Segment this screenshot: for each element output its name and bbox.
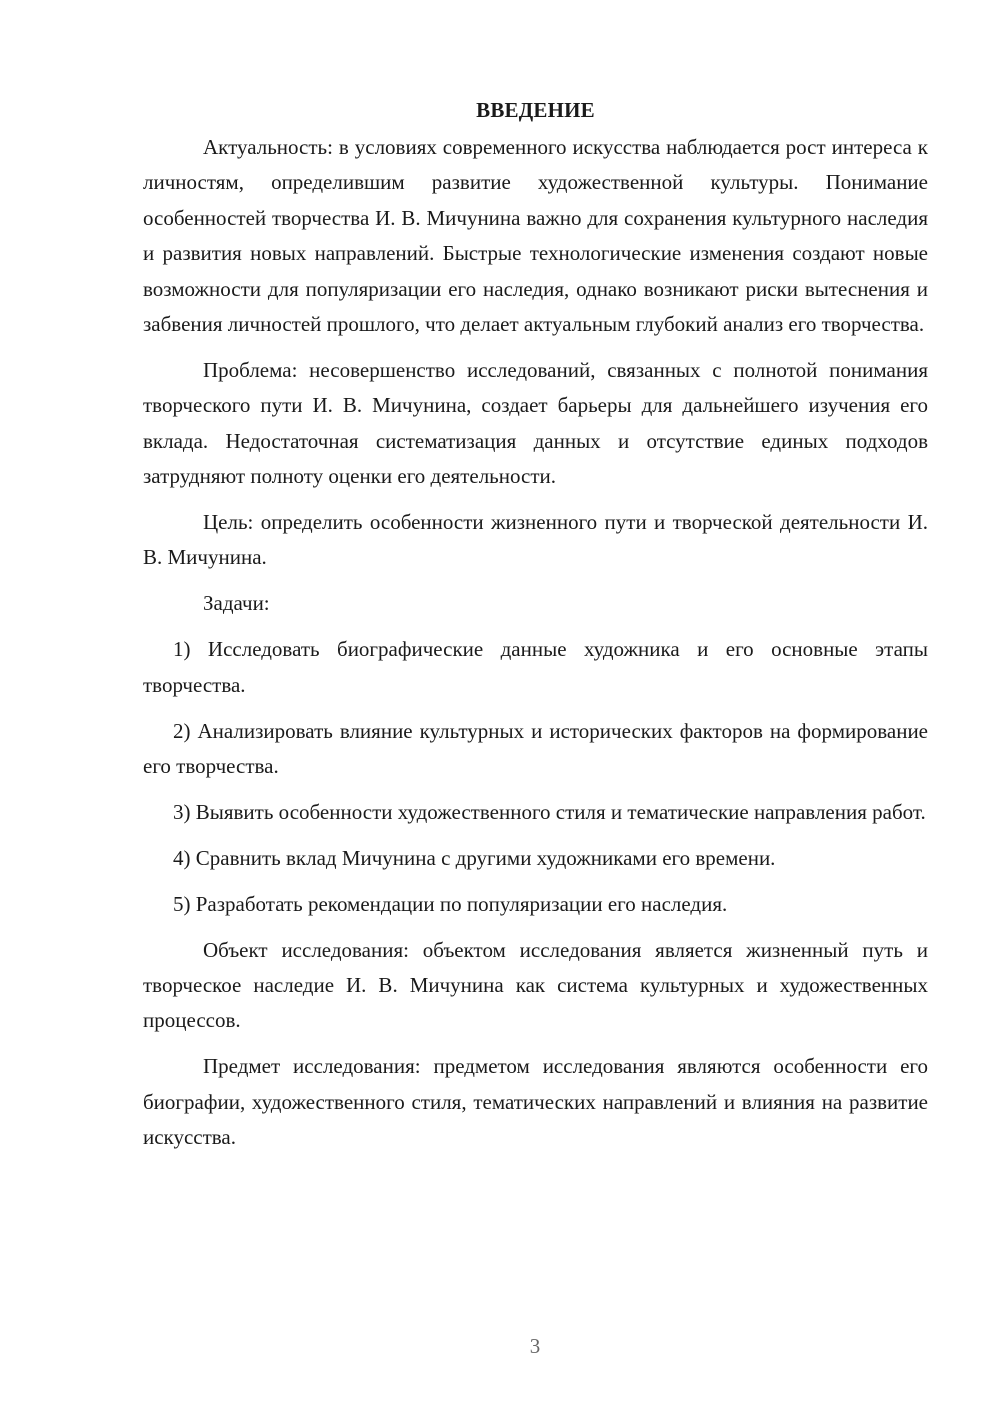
research-object-paragraph: Объект исследования: объектом исследования является жизненный путь и творческое наследие И. В. Мичунина как система культурных и художественных процессов.: [143, 937, 928, 1033]
relevance-paragraph: Актуальность: в условиях современного искусства наблюдается рост интереса к личностям, определившим развитие художественной культуры. Понимание особенностей творчества И. В. Мичунина важно для сохранения культурного наследия и развития новых направлений. Быстрые технологические изменения создают новые возможности для популяризации его наследия, однако возникают риски вытеснения и забвения личностей прошлого, что делает актуальным глубокий анализ его творчества.: [143, 135, 928, 337]
task-item: 2) Анализировать влияние культурных и исторических факторов на формирование его творчества.: [143, 718, 928, 778]
problem-paragraph: Проблема: несовершенство исследований, связанных с полнотой понимания творческого пути И. В. Мичунина, создает барьеры для дальнейшего изучения его вклада. Недостаточная систематизация данных и отсутствие единых подходов затрудняют полноту оценки его деятельности.: [143, 357, 928, 489]
goal-paragraph: Цель: определить особенности жизненного пути и творческой деятельности И. В. Мичунина.: [143, 510, 928, 570]
research-subject-paragraph: Предмет исследования: предметом исследования являются особенности его биографии, художественного стиля, тематических направлений и влияния на развитие искусства.: [143, 1054, 928, 1150]
page-number: 3: [529, 1334, 541, 1358]
document-page: [143, 95, 928, 1156]
task-item: 1) Исследовать биографические данные художника и его основные этапы творчества.: [143, 637, 928, 697]
task-item: 5) Разработать рекомендации по популяризации его наследия.: [173, 891, 728, 916]
tasks-heading: Задачи:: [203, 591, 270, 616]
section-heading: ВВЕДЕНИЕ: [476, 98, 595, 122]
task-item: 3) Выявить особенности художественного стиля и тематические направления работ.: [173, 799, 926, 824]
tasks-list: [143, 632, 928, 922]
task-item: 4) Сравнить вклад Мичунина с другими художниками его времени.: [173, 845, 776, 870]
